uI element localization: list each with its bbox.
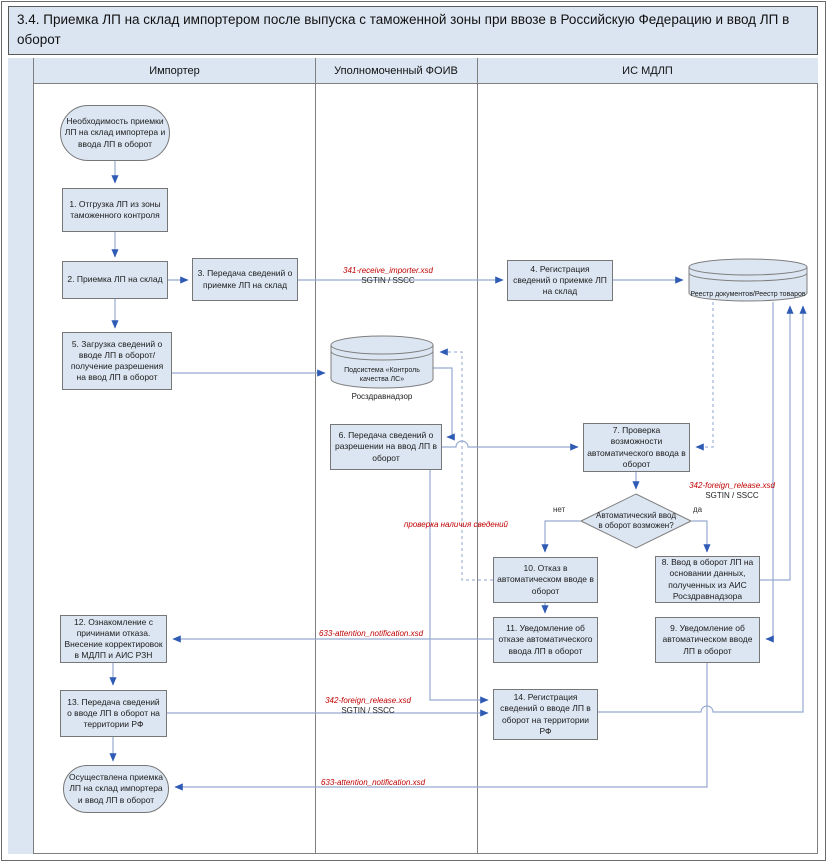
edge-label-342-right (679, 481, 785, 500)
edge-label-check-info: проверка наличия сведений (404, 520, 508, 529)
edge-label-342-left-xsd: 342-foreign_release.xsd (325, 696, 411, 705)
lane-divider-1 (315, 58, 316, 854)
branch-label-yes: да (693, 505, 703, 514)
flow-step-8: 8. Ввод в оборот ЛП на основании данных, полученных из АИС Росздравнадзора (655, 556, 760, 603)
lane-header-importer: Импортер (34, 58, 315, 84)
edge-label-342-left-std: SGTIN / SSCC (341, 705, 395, 715)
flow-step-4: 4. Регистрация сведений о приемке ЛП на склад (507, 260, 613, 301)
registry-db-cylinder (688, 258, 808, 302)
edge-label-342-right-xsd: 342-foreign_release.xsd (689, 481, 775, 490)
flow-step-11: 11. Уведомление об отказе автоматического ввода ЛП в оборот (493, 617, 598, 663)
flow-step-5: 5. Загрузка сведений о вводе ЛП в оборот/ получение разрешения на ввод ЛП в оборот (62, 332, 172, 390)
flow-step-3: 3. Передача сведений о приемке ЛП на склад (192, 258, 298, 301)
pool-label-strip (8, 58, 34, 854)
edge-label-342-right-std: SGTIN / SSCC (705, 490, 759, 500)
edge-label-633-bottom: 633-attention_notification.xsd (320, 778, 426, 787)
flow-step-1: 1. Отгрузка ЛП из зоны таможенного контроля (62, 188, 168, 232)
flow-step-9: 9. Уведомление об автоматическом вводе ЛП в оборот (655, 617, 760, 663)
flow-step-12: 12. Ознакомление с причинами отказа. Внесение корректировок в МДЛП и АИС РЗН (60, 615, 167, 663)
flow-step-10: 10. Отказ в автоматическом вводе в оборот (493, 557, 598, 603)
decision-label: Автоматический ввод в оборот возможен? (596, 511, 676, 530)
edge-label-341-xsd: 341-receive_importer.xsd (343, 266, 433, 275)
lane-header-foiv: Уполномоченный ФОИВ (315, 58, 477, 84)
flow-step-13: 13. Передача сведений о вводе ЛП в оборот на территории РФ (60, 690, 167, 737)
flow-step-6: 6. Передача сведений о разрешении на ввод ЛП в оборот (330, 424, 442, 470)
edge-label-342-left (315, 696, 421, 715)
flow-step-7: 7. Проверка возможности автоматического ввода в оборот (583, 423, 690, 472)
edge-label-633-mid: 633-attention_notification.xsd (318, 629, 424, 638)
quality-db-label: Подсистема «Контроль качества ЛС» (344, 367, 420, 383)
flow-step-14: 14. Регистрация сведений о вводе ЛП в оборот на территории РФ (493, 689, 598, 740)
lane-divider-2 (477, 58, 478, 854)
end-event: Осуществлена приемка ЛП на склад импортера и ввод ЛП в оборот (63, 765, 169, 813)
diagram-title: 3.4. Приемка ЛП на склад импортером после выпуска с таможенной зоны при ввозе в Российскую Федерацию и ввод ЛП в оборот (8, 6, 818, 55)
edge-label-341-std: SGTIN / SSCC (361, 275, 415, 285)
registry-db-label: Реестр документов/Реестр товаров (690, 290, 806, 298)
branch-label-no: нет (553, 505, 566, 514)
quality-control-db-cylinder (330, 335, 434, 389)
start-event: Необходимость приемки ЛП на склад импортера и ввода ЛП в оборот (60, 105, 170, 161)
lane-header-mdlp: ИС МДЛП (477, 58, 818, 84)
decision-diamond (580, 493, 692, 549)
quality-db-caption: Росздравнадзор (351, 392, 413, 401)
flow-step-2: 2. Приемка ЛП на склад (62, 261, 168, 299)
edge-label-341 (335, 266, 441, 285)
